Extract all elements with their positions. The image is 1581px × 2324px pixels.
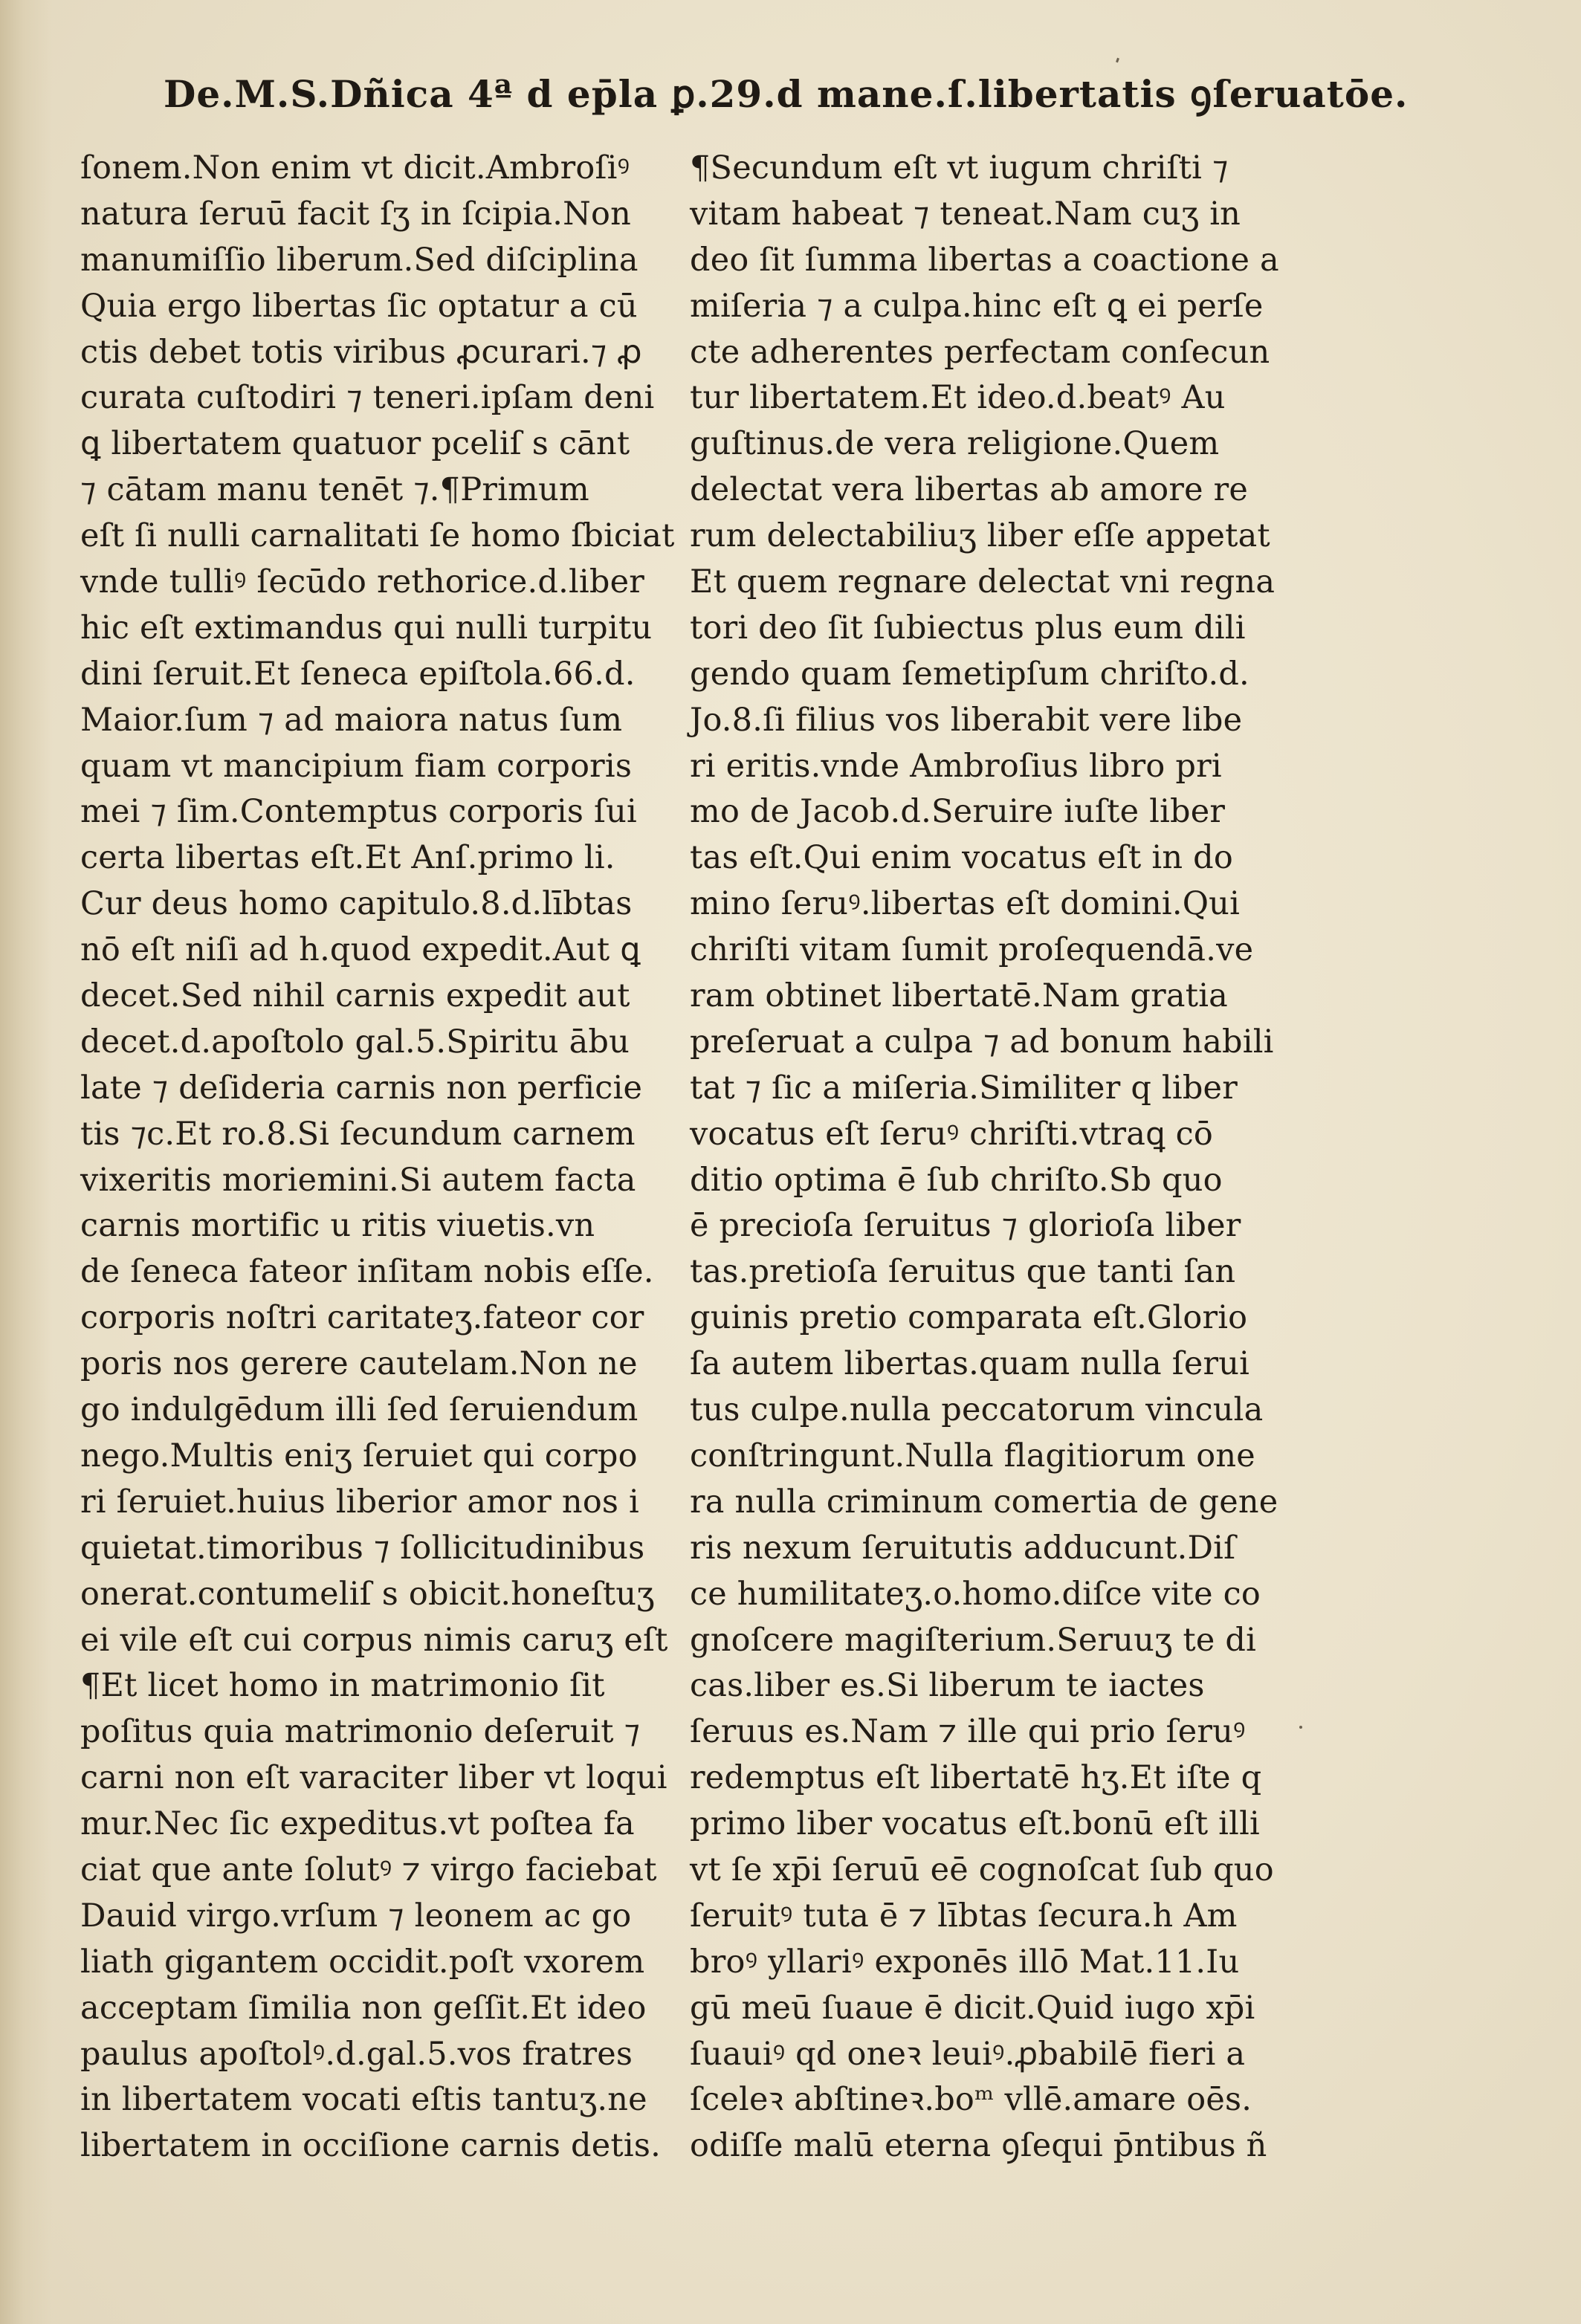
text-line: ¶Secundum eſt vt iugum chriſti ⁊ — [690, 149, 1229, 187]
text-line: vnde tulliꝰ ſecūdo rethorice.d.liber — [80, 563, 644, 601]
text-line: chriſti vitam ſumit proſequendā.ve — [690, 931, 1254, 969]
text-line: mino ſeruꝰ.libertas eſt domini.Qui — [690, 885, 1241, 923]
text-line: ¶Et licet homo in matrimonio ſit — [80, 1667, 605, 1705]
text-line: Cur deus homo capitulo.8.d.lībtas — [80, 885, 633, 923]
text-line: tat ⁊ ſic a miſeria.Similiter q liber — [690, 1069, 1238, 1107]
text-line: Dauid virgo.vrſum ⁊ leonem ac go — [80, 1897, 632, 1935]
ink-speck — [1299, 1726, 1302, 1729]
text-line: manumiſſio liberum.Sed diſciplina — [80, 241, 638, 279]
text-line: Et quem regnare delectat vni regna — [690, 563, 1276, 601]
text-line: gū meū ſuaue ē dicit.Quid iugo xp̄i — [690, 1989, 1255, 2027]
text-line: eſt ſi nulli carnalitati ſe homo ſbiciat — [80, 517, 675, 555]
text-line: delectat vera libertas ab amore re — [690, 471, 1249, 509]
text-line: mo de Jacob.d.Seruire iuſte liber — [690, 793, 1226, 831]
text-line: go indulgēdum illi ſed ſeruiendum — [80, 1391, 638, 1429]
text-line: cte adherentes perfectam conſecun — [690, 333, 1270, 371]
text-line: dini ſeruit.Et ſeneca epiſtola.66.d. — [80, 655, 636, 693]
text-line: ⁊ cātam manu tenēt ⁊.¶Primum — [80, 471, 589, 509]
text-line: decet.Sed nihil carnis expedit aut — [80, 977, 630, 1015]
text-line: mei ⁊ ſim.Contemptus corporis ſui — [80, 793, 637, 831]
running-header: De.M.S.Dñica 4ª d ep̄la ꝑ.29.d mane.ſ.libertatis ꝯſeruatōe. — [164, 72, 1409, 116]
text-line: conſtringunt.Nulla flagitiorum one — [690, 1437, 1255, 1475]
text-line: redemptus eſt libertatē hʒ.Et iſte q — [690, 1759, 1262, 1797]
left-column — [80, 146, 675, 2169]
text-line: miſeria ⁊ a culpa.hinc eſt ꝗ ei perſe — [690, 287, 1264, 325]
text-line: de ſeneca fateor inſitam nobis eſſe. — [80, 1253, 654, 1291]
text-line: certa libertas eſt.Et Anſ.primo li. — [80, 839, 615, 877]
text-line: vitam habeat ⁊ teneat.Nam cuʒ in — [690, 195, 1241, 233]
text-line: natura ſeruū facit ſʒ in ſcipia.Non — [80, 195, 631, 233]
text-line: ſa autem libertas.quam nulla ſerui — [690, 1345, 1250, 1383]
text-line: Jo.8.ſi filius vos liberabit vere libe — [690, 701, 1243, 739]
text-line: ditio optima ē ſub chriſto.Sb quo — [690, 1161, 1223, 1199]
text-line: tas eſt.Qui enim vocatus eſt in do — [690, 839, 1233, 877]
text-line: rum delectabiliuʒ liber eſſe appetat — [690, 517, 1270, 555]
text-line: quietat.timoribus ⁊ ſollicitudinibus — [80, 1529, 645, 1567]
text-line: ra nulla criminum comertia de gene — [690, 1483, 1278, 1521]
text-line: hic eſt extimandus qui nulli turpitu — [80, 609, 653, 647]
text-line: ſeruus es.Nam ⁊ ille qui prio ſeruꝰ — [690, 1713, 1246, 1751]
text-line: mur.Nec ſic expeditus.vt poſtea fa — [80, 1805, 635, 1843]
text-line: ſeruitꝰ tuta ē ⁊ lībtas ſecura.h Am — [690, 1897, 1238, 1935]
text-line: decet.d.apoſtolo gal.5.Spiritu ābu — [80, 1023, 630, 1061]
text-line: tur libertatem.Et ideo.d.beatꝰ Au — [690, 379, 1226, 417]
text-line: ſonem.Non enim vt dicit.Ambroſiꝰ — [80, 149, 630, 187]
gutter-shadow — [0, 0, 52, 2324]
text-line: curata cuſtodiri ⁊ teneri.ipſam deni — [80, 379, 655, 417]
text-line: nego.Multis eniʒ ſeruiet qui corpo — [80, 1437, 638, 1475]
text-line: onerat.contumeliſ s obicit.honeſtuʒ — [80, 1575, 655, 1613]
text-line: primo liber vocatus eſt.bonū eſt illi — [690, 1805, 1260, 1843]
text-line: tis ⁊c.Et ro.8.Si ſecundum carnem — [80, 1115, 636, 1153]
text-line: Maior.ſum ⁊ ad maiora natus ſum — [80, 701, 623, 739]
text-line: poſitus quia matrimonio deſeruit ⁊ — [80, 1713, 641, 1751]
text-line: liath gigantem occidit.poſt vxorem — [80, 1943, 645, 1981]
text-line: ce humilitateʒ.o.homo.diſce vite co — [690, 1575, 1261, 1613]
text-line: vixeritis moriemini.Si autem facta — [80, 1161, 636, 1199]
text-line: guinis pretio comparata eſt.Glorio — [690, 1299, 1248, 1337]
text-line: ſceleꝛ abſtineꝛ.boᵐ vllē.amare oēs. — [690, 2081, 1252, 2119]
text-line: paulus apoſtolꝰ.d.gal.5.vos fratres — [80, 2035, 633, 2073]
right-column — [690, 146, 1284, 2169]
text-line: ris nexum ſeruitutis adducunt.Diſ — [690, 1529, 1236, 1567]
text-line: carnis mortific u ritis viuetis.vn — [80, 1207, 595, 1245]
text-line: preſeruat a culpa ⁊ ad bonum habili — [690, 1023, 1274, 1061]
text-line: corporis noſtri caritateʒ.fateor cor — [80, 1299, 644, 1337]
text-line: ctis debet totis viribus ꝓcurari.⁊ ꝓ — [80, 333, 642, 371]
text-line: odiſſe malū eterna ꝯſequi p̄ntibus ñ — [690, 2127, 1267, 2165]
text-line: tas.pretioſa ſeruitus que tanti ſan — [690, 1253, 1236, 1291]
text-line: guſtinus.de vera religione.Quem — [690, 425, 1220, 463]
text-line: poris nos gerere cautelam.Non ne — [80, 1345, 638, 1383]
text-line: ꝗ libertatem quatuor pceliſ s cānt — [80, 425, 630, 463]
text-line: broꝰ yllariꝰ exponēs illō Mat.11.Iu — [690, 1943, 1240, 1981]
text-line: gendo quam ſemetipſum chriſto.d. — [690, 655, 1249, 693]
text-line: ē precioſa ſeruitus ⁊ glorioſa liber — [690, 1207, 1241, 1245]
text-line: tus culpe.nulla peccatorum vincula — [690, 1391, 1264, 1429]
text-line: vt ſe xp̄i ſeruū eē cognoſcat ſub quo — [690, 1851, 1274, 1888]
text-line: ei vile eſt cui corpus nimis caruʒ eſt — [80, 1621, 668, 1659]
text-line: ſuauiꝰ qd oneꝛ leuiꝰ.ꝓbabilē fieri a — [690, 2035, 1246, 2073]
text-line: ciat que ante ſolutꝰ ⁊ virgo faciebat — [80, 1851, 657, 1888]
text-line: deo ſit ſumma libertas a coactione a — [690, 241, 1279, 279]
text-line: ri eritis.vnde Ambroſius libro pri — [690, 747, 1222, 785]
text-line: ram obtinet libertatē.Nam gratia — [690, 977, 1229, 1015]
text-line: tori deo ſit ſubiectus plus eum dili — [690, 609, 1246, 647]
text-line: cas.liber es.Si liberum te iactes — [690, 1667, 1205, 1705]
text-line: in libertatem vocati eſtis tantuʒ.ne — [80, 2081, 647, 2119]
text-line: vocatus eſt ſeruꝰ chriſti.vtraꝗ cō — [690, 1115, 1213, 1153]
text-line: gnoſcere magiſterium.Seruuʒ te di — [690, 1621, 1257, 1659]
text-line: libertatem in occiſione carnis detis. — [80, 2127, 662, 2165]
text-line: late ⁊ deſideria carnis non perficie — [80, 1069, 643, 1107]
text-line: acceptam ſimilia non geſſit.Et ideo — [80, 1989, 647, 2027]
text-line: Quia ergo libertas ſic optatur a cū — [80, 287, 638, 325]
text-line: quam vt mancipium fiam corporis — [80, 747, 633, 785]
text-line: nō eſt niſi ad h.quod expedit.Aut ꝗ — [80, 931, 641, 969]
text-line: carni non eſt varaciter liber vt loqui — [80, 1759, 667, 1797]
text-line: ri ſeruiet.huius liberior amor nos i — [80, 1483, 639, 1521]
